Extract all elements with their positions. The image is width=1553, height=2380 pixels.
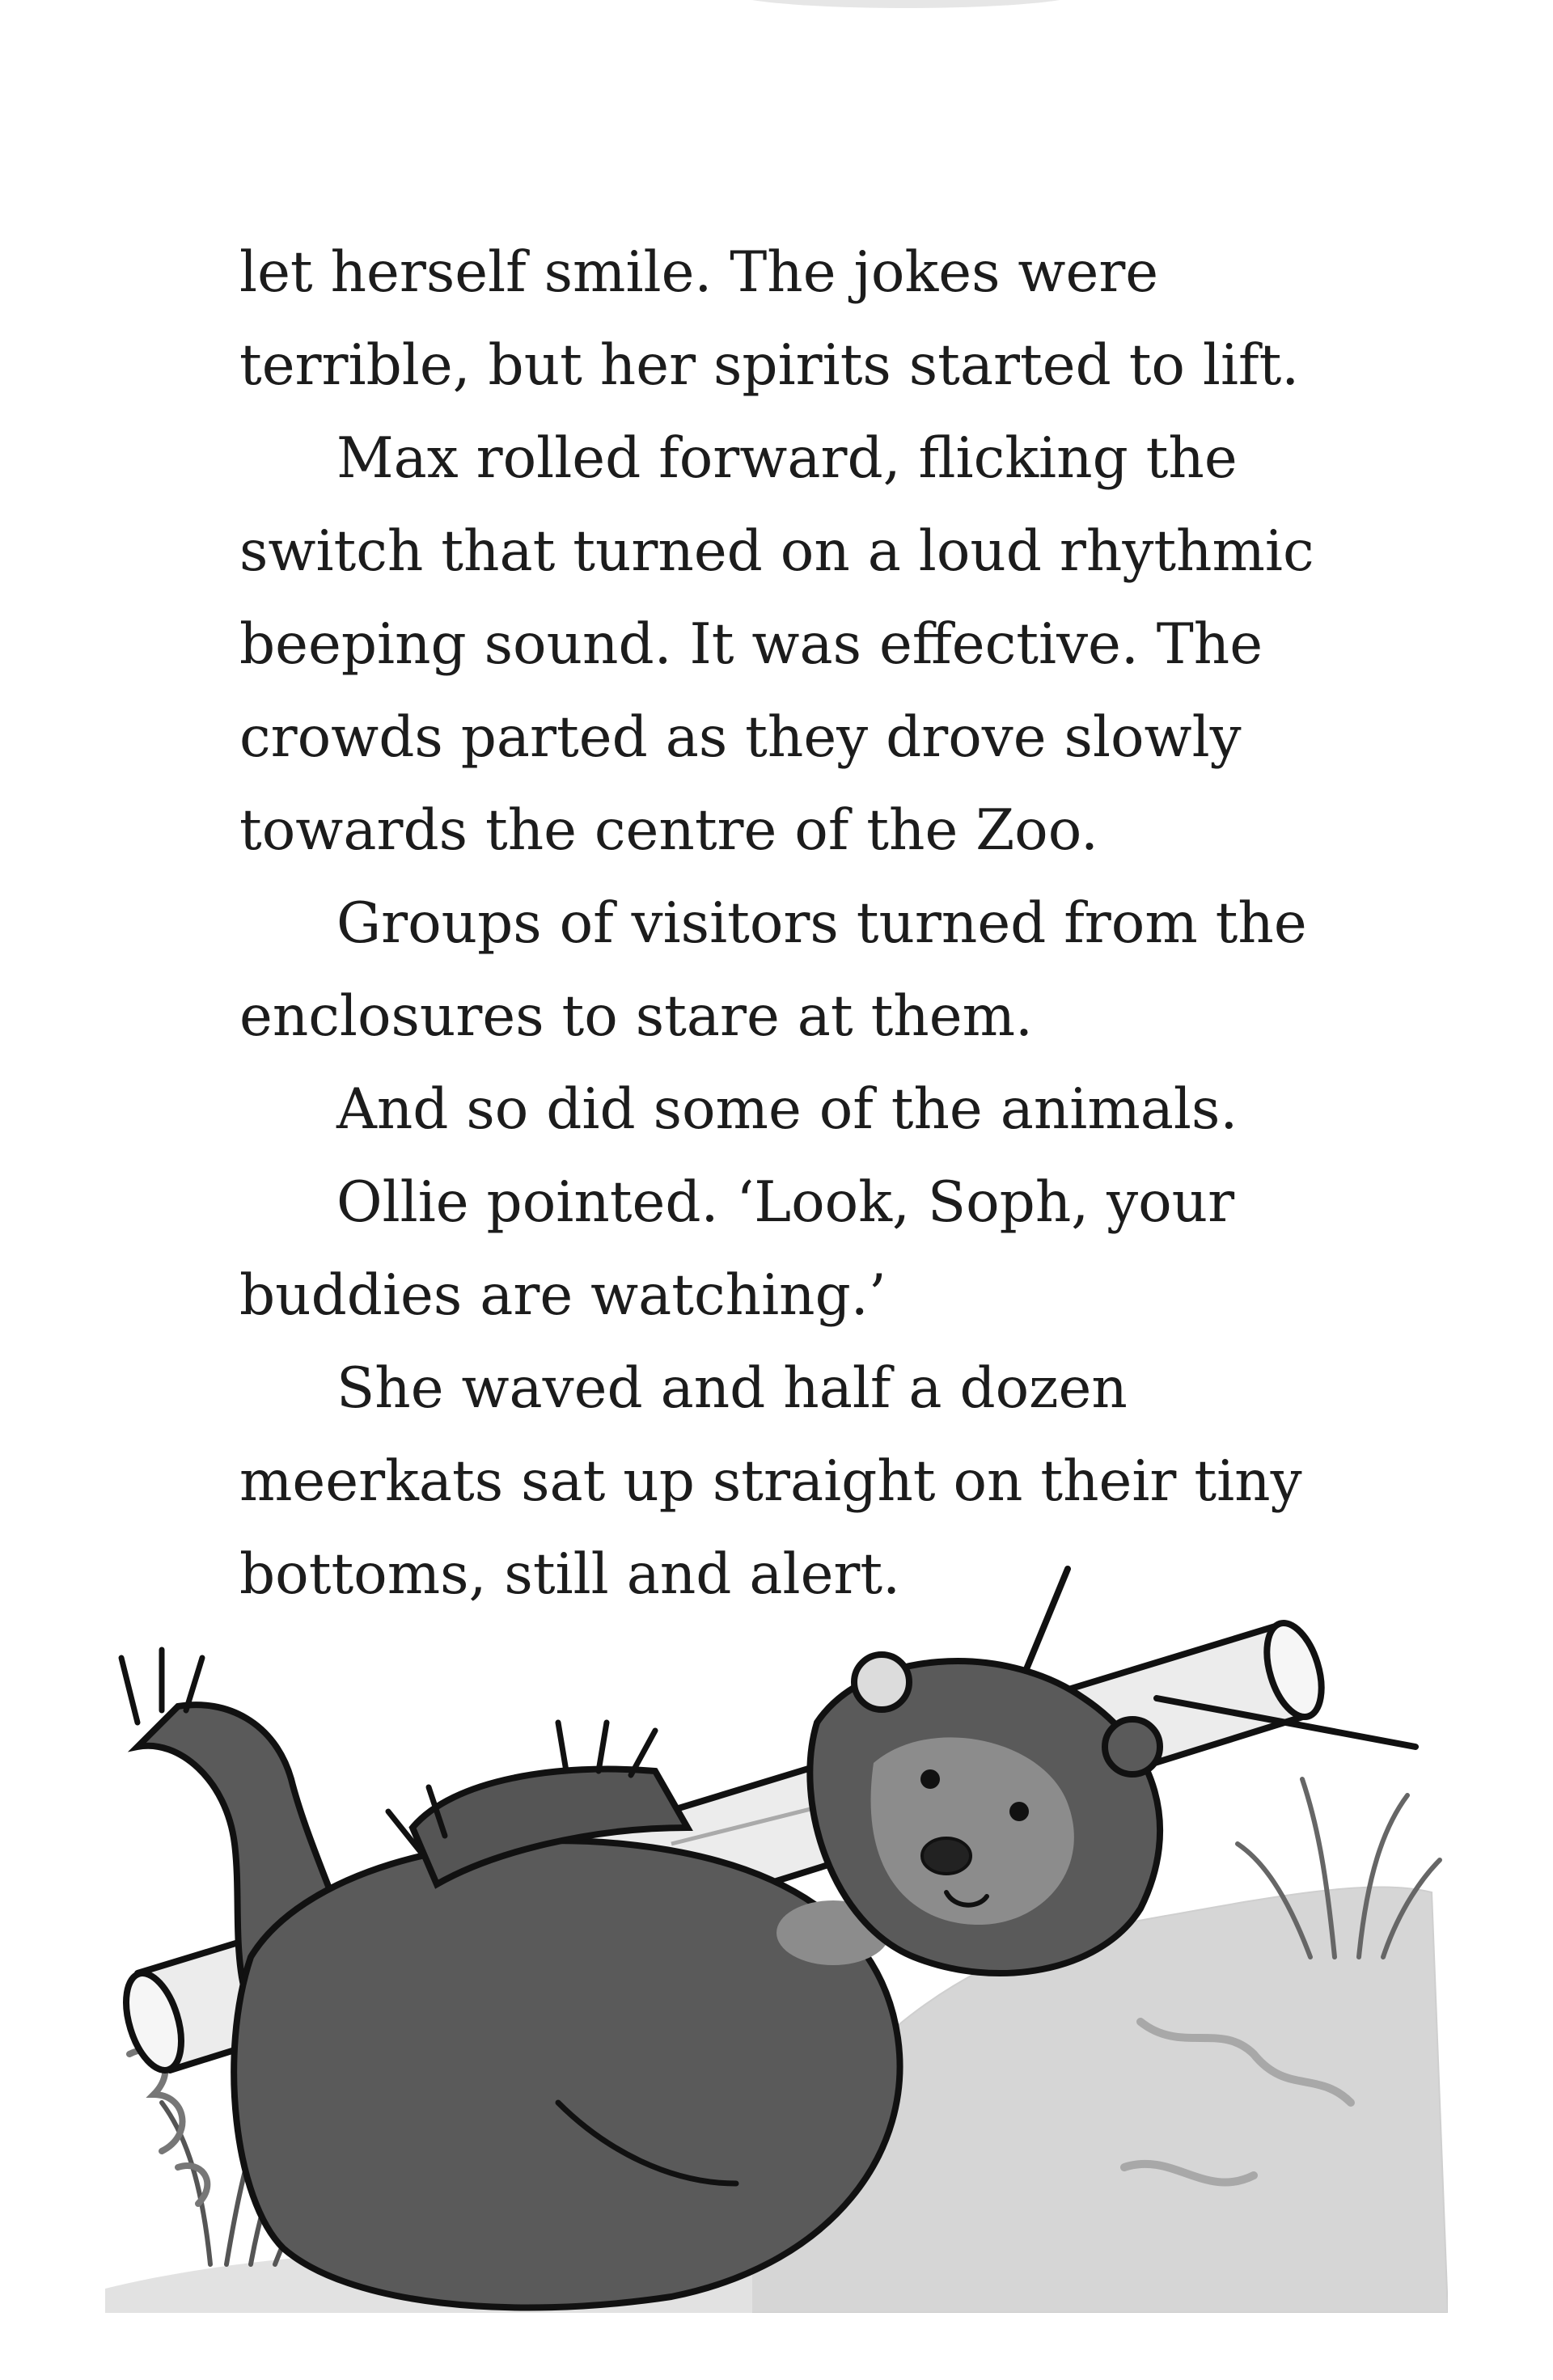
- paragraph-5: Ollie pointed. ‘Look, Soph, your buddies are watching.’: [239, 1170, 1235, 1328]
- paragraph-6: She waved and half a dozen meerkats sat up straight on their tiny bottoms, still and alert.: [239, 1356, 1302, 1607]
- bear-illustration: [105, 1537, 1448, 2313]
- story-text: [239, 226, 1372, 1621]
- paragraph-4: And so did some of the animals.: [336, 1077, 1238, 1142]
- paragraph-1: let herself smile. The jokes were terrible, but her spirits started to lift.: [239, 240, 1300, 398]
- paragraph-3: Groups of visitors turned from the enclosures to stare at them.: [239, 891, 1307, 1049]
- paragraph-2: Max rolled forward, flicking the switch that turned on a loud rhythmic beeping sound. It was effective. The crowds parted as they drove slowly towards the centre of the Zoo.: [239, 426, 1314, 863]
- scan-smudge: [728, 0, 1084, 8]
